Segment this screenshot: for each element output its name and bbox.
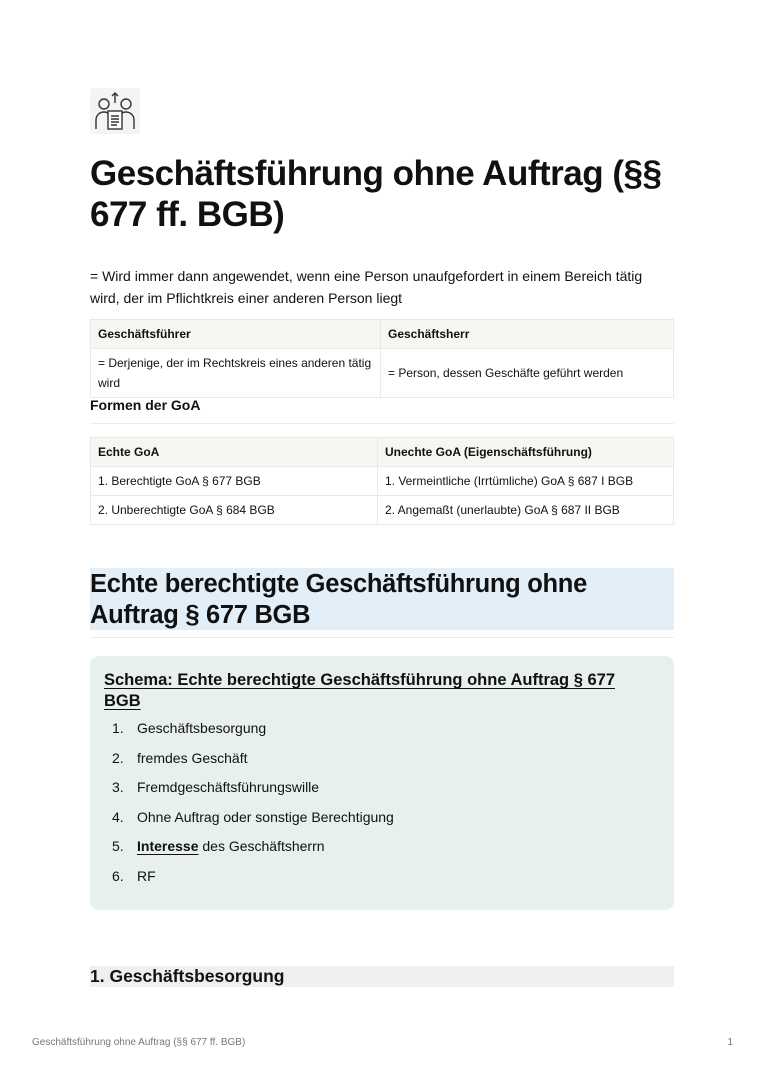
item-number: 2. xyxy=(112,749,124,766)
table-header: Unechte GoA (Eigenschäftsführung) xyxy=(378,438,674,467)
list-item xyxy=(104,836,660,866)
table-row xyxy=(91,496,674,525)
divider xyxy=(90,423,674,424)
item-text: RF xyxy=(137,867,156,884)
list-item xyxy=(104,777,660,807)
list-item xyxy=(104,807,660,837)
table-cell: = Derjenige, der im Rechtskreis eines anderen tätig wird xyxy=(91,349,381,398)
callout-title: Schema: Echte berechtigte Geschäftsführung ohne Auftrag § 677 BGB xyxy=(104,671,616,710)
item-text: Geschäftsbesorgung xyxy=(137,720,267,736)
list-item xyxy=(104,748,660,778)
list-item xyxy=(104,718,660,748)
table-header: Geschäftsführer xyxy=(91,320,381,349)
item-number: 4. xyxy=(112,808,124,825)
item-text: des Geschäftsherrn xyxy=(198,838,325,855)
item-text: Fremdgeschäftsführungswille xyxy=(137,779,320,796)
page-title: Geschäftsführung ohne Auftrag (§§ 677 ff. BGB) xyxy=(90,154,662,234)
divider xyxy=(90,637,674,638)
page-number: 1 xyxy=(727,1037,733,1048)
page-footer xyxy=(32,1037,733,1048)
schema-callout xyxy=(90,656,674,910)
intro-text: = Wird immer dann angewendet, wenn eine Person unaufgefordert in einem Bereich tätig wird, der im Pflichtkreis einer anderen Person liegt xyxy=(90,268,643,306)
subheading: 1. Geschäftsbesorgung xyxy=(90,966,674,987)
table-cell: 2. Unberechtigte GoA § 684 BGB xyxy=(91,496,378,525)
item-number: 6. xyxy=(112,867,124,884)
item-text: fremdes Geschäft xyxy=(137,749,248,766)
item-number: 5. xyxy=(112,838,124,855)
table-row xyxy=(91,467,674,496)
table-header: Geschäftsherr xyxy=(381,320,674,349)
schema-list xyxy=(104,718,660,896)
business-people-document-icon xyxy=(90,88,140,134)
roles-table xyxy=(90,319,674,398)
forms-table xyxy=(90,437,674,525)
item-number: 3. xyxy=(112,779,124,796)
table-row xyxy=(91,349,674,398)
section-heading: Echte berechtigte Geschäftsführung ohne Auftrag § 677 BGB xyxy=(90,568,674,630)
forms-heading: Formen der GoA xyxy=(90,397,201,413)
item-number: 1. xyxy=(112,720,124,736)
item-text: Ohne Auftrag oder sonstige Berechtigung xyxy=(137,808,394,825)
table-cell: 2. Angemaßt (unerlaubte) GoA § 687 II BGB xyxy=(378,496,674,525)
table-header: Echte GoA xyxy=(91,438,378,467)
footer-title: Geschäftsführung ohne Auftrag (§§ 677 ff. BGB) xyxy=(32,1037,246,1048)
list-item xyxy=(104,866,660,896)
table-cell: 1. Berechtigte GoA § 677 BGB xyxy=(91,467,378,496)
table-cell: 1. Vermeintliche (Irrtümliche) GoA § 687 I BGB xyxy=(378,467,674,496)
table-cell: = Person, dessen Geschäfte geführt werden xyxy=(381,349,674,398)
item-bold-text: Interesse xyxy=(137,838,199,855)
